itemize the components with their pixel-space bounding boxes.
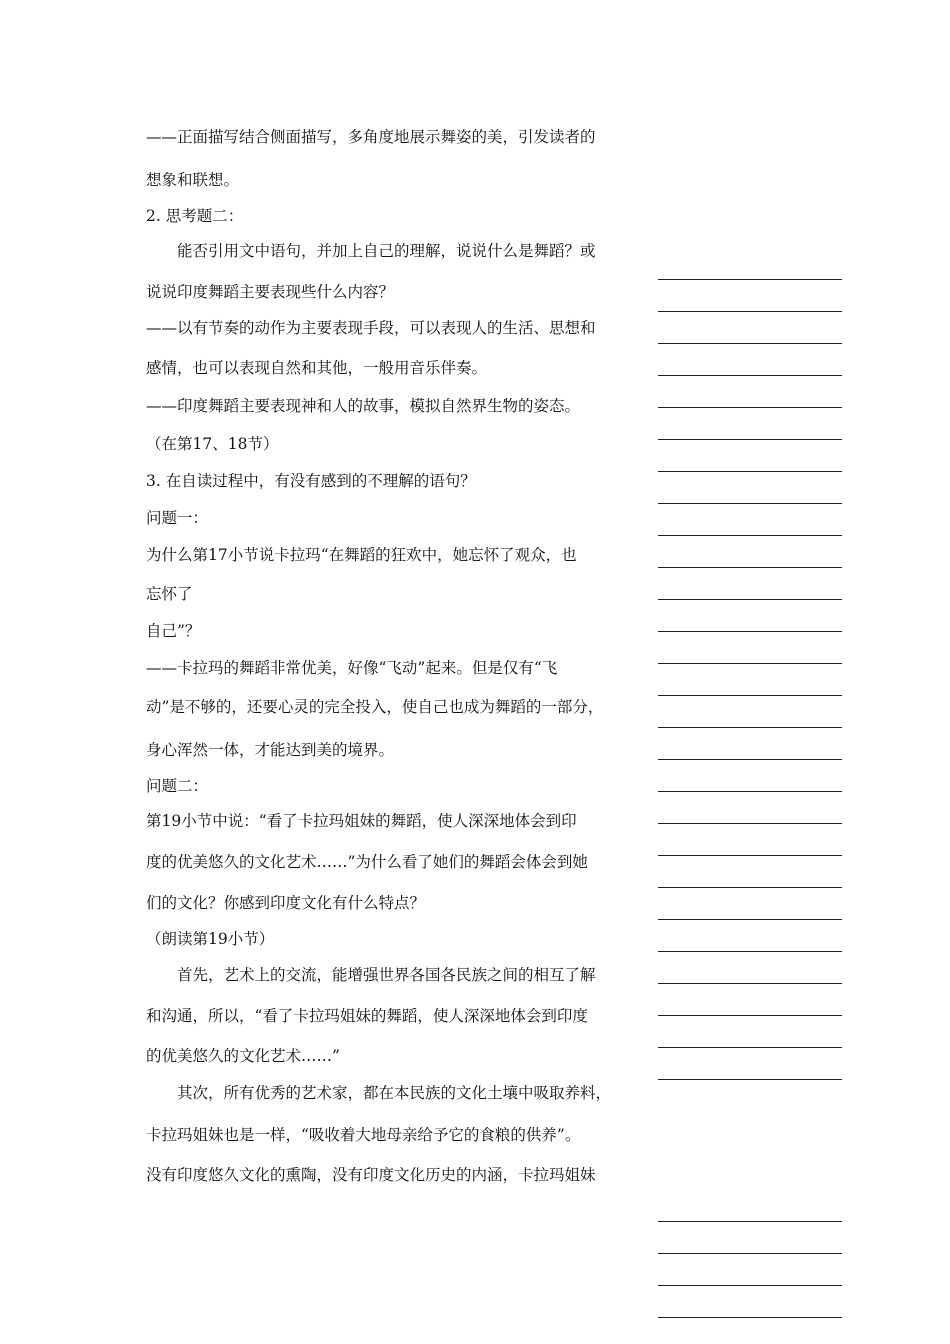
note-line bbox=[658, 855, 842, 856]
note-line bbox=[658, 439, 842, 440]
question-heading: 2. 思考题二： bbox=[146, 207, 244, 225]
note-line bbox=[658, 1047, 842, 1048]
note-line bbox=[658, 279, 842, 280]
note-line bbox=[658, 951, 842, 952]
text-line: 的优美悠久的文化艺术……” bbox=[146, 1047, 340, 1065]
text-line: 问题一： bbox=[146, 509, 209, 527]
note-line bbox=[658, 407, 842, 408]
note-line bbox=[658, 695, 842, 696]
text-line: 动”是不够的，还要心灵的完全投入，使自己也成为舞蹈的一部分， bbox=[146, 698, 604, 716]
note-line bbox=[658, 599, 842, 600]
text-line: 其次，所有优秀的艺术家，都在本民族的文化土壤中吸取养料， bbox=[146, 1084, 612, 1102]
text-line: 第19小节中说：“看了卡拉玛姐妹的舞蹈，使人深深地体会到印 bbox=[146, 812, 577, 830]
text-line: （朗读第19小节） bbox=[146, 930, 275, 948]
note-line bbox=[658, 983, 842, 984]
note-line bbox=[658, 919, 842, 920]
text-line: 首先，艺术上的交流，能增强世界各国各民族之间的相互了解 bbox=[146, 966, 596, 984]
text-line: ——正面描写结合侧面描写，多角度地展示舞姿的美，引发读者的 bbox=[146, 128, 596, 146]
note-line bbox=[658, 1253, 842, 1254]
note-line bbox=[658, 1317, 842, 1318]
note-line bbox=[658, 343, 842, 344]
text-line: 们的文化？你感到印度文化有什么特点？ bbox=[146, 894, 426, 912]
note-line bbox=[658, 1221, 842, 1222]
text-line: 身心浑然一体，才能达到美的境界。 bbox=[146, 741, 395, 759]
text-line: 没有印度悠久文化的熏陶，没有印度文化历史的内涵，卡拉玛姐妹 bbox=[146, 1166, 596, 1184]
text-line: 为什么第17小节说卡拉玛“在舞蹈的狂欢中，她忘怀了观众，也 bbox=[146, 546, 577, 564]
note-line bbox=[658, 535, 842, 536]
text-line: 和沟通，所以，“看了卡拉玛姐妹的舞蹈，使人深深地体会到印度 bbox=[146, 1007, 588, 1025]
text-line: 卡拉玛姐妹也是一样，“吸收着大地母亲给予它的食粮的供养”。 bbox=[146, 1126, 581, 1144]
text-line: 忘怀了 bbox=[146, 585, 193, 603]
text-line: 能否引用文中语句，并加上自己的理解，说说什么是舞蹈？或 bbox=[146, 242, 596, 260]
note-line bbox=[658, 1079, 842, 1080]
text-line: 问题二： bbox=[146, 777, 209, 795]
note-line bbox=[658, 1285, 842, 1286]
text-line: ——卡拉玛的舞蹈非常优美，好像“飞动”起来。但是仅有“飞 bbox=[146, 659, 558, 677]
note-line bbox=[658, 759, 842, 760]
note-line bbox=[658, 823, 842, 824]
text-line: 想象和联想。 bbox=[146, 171, 240, 189]
note-line bbox=[658, 727, 842, 728]
note-line bbox=[658, 887, 842, 888]
question-heading: 3. 在自读过程中，有没有感到的不理解的语句？ bbox=[146, 472, 476, 490]
note-line bbox=[658, 1015, 842, 1016]
text-line: 说说印度舞蹈主要表现些什么内容？ bbox=[146, 283, 395, 301]
text-line: 度的优美悠久的文化艺术……”为什么看了她们的舞蹈会体会到她 bbox=[146, 853, 588, 871]
note-line bbox=[658, 311, 842, 312]
text-line: 自己”？ bbox=[146, 622, 201, 640]
text-line: ——以有节奏的动作为主要表现手段，可以表现人的生活、思想和 bbox=[146, 319, 596, 337]
note-line bbox=[658, 791, 842, 792]
note-line bbox=[658, 663, 842, 664]
note-line bbox=[658, 567, 842, 568]
text-line: ——印度舞蹈主要表现神和人的故事，模拟自然界生物的姿态。 bbox=[146, 397, 581, 415]
note-line bbox=[658, 503, 842, 504]
note-line bbox=[658, 631, 842, 632]
text-line: （在第17、18节） bbox=[146, 435, 279, 453]
note-line bbox=[658, 471, 842, 472]
text-line: 感情，也可以表现自然和其他，一般用音乐伴奏。 bbox=[146, 359, 488, 377]
note-line bbox=[658, 375, 842, 376]
